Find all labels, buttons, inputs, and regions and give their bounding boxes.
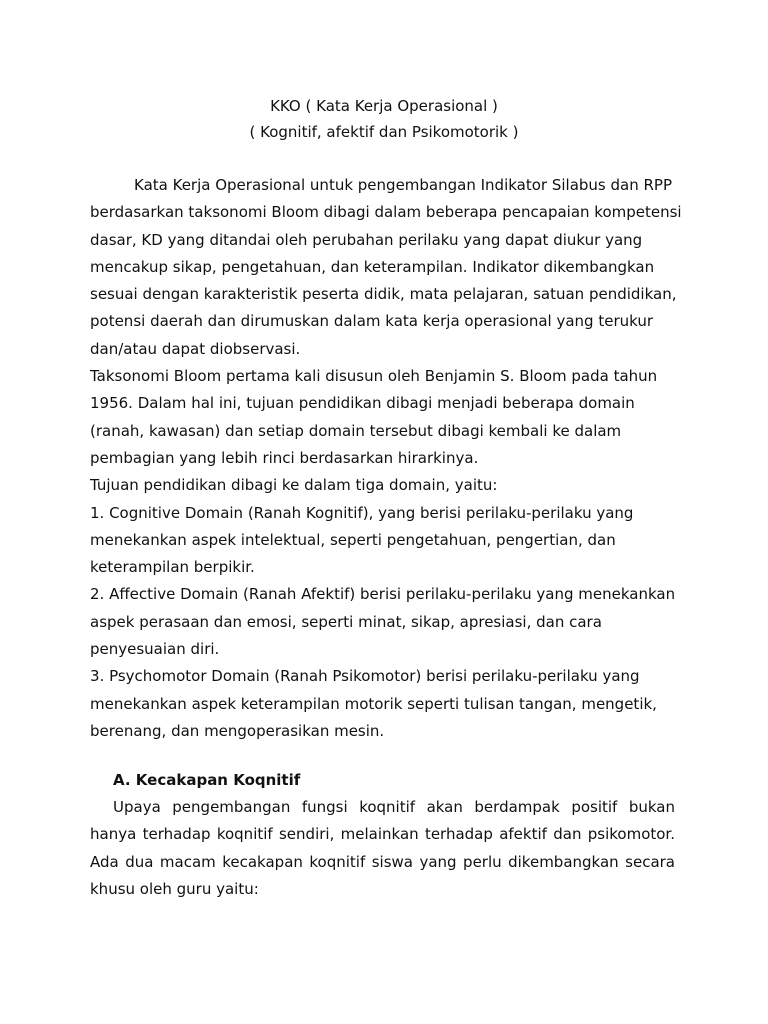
paragraph-bloom: Taksonomi Bloom pertama kali disusun oleh Benjamin S. Bloom pada tahun 1956. Dalam hal ini, tujuan pendidikan dibagi menjadi beberapa domain (ranah, kawasan) dan setiap domain tersebut dibagi kembali ke dalam pembagian yang lebih rinci berdasarkan hirarkinya. [90, 367, 658, 467]
list-item-psychomotor: 3. Psychomotor Domain (Ranah Psikomotor) berisi perilaku-perilaku yang menekankan aspek keterampilan motorik seperti tulisan tangan, mengetik, berenang, dan mengoperasikan mesin. [90, 667, 657, 740]
section-heading: A. Kecakapan Koqnitif [113, 771, 301, 789]
document-subtitle: ( Kognitif, afektif dan Psikomotorik ) [249, 123, 519, 141]
document-title: KKO ( Kata Kerja Operasional ) [270, 97, 498, 115]
paragraph-domains-intro: Tujuan pendidikan dibagi ke dalam tiga domain, yaitu: [90, 476, 498, 495]
list-item-affective: 2. Affective Domain (Ranah Afektif) berisi perilaku-perilaku yang menekankan aspek perasaan dan emosi, seperti minat, sikap, apresiasi, dan cara penyesuaian diri. [90, 585, 676, 659]
list-item-cognitive: 1. Cognitive Domain (Ranah Kognitif), yang berisi perilaku-perilaku yang menekankan aspek intelektual, seperti pengetahuan, pengertian, dan keterampilan berpikir. [90, 503, 634, 577]
document-body [90, 172, 690, 745]
section-paragraph: Upaya pengembangan fungsi koqnitif akan berdampak positif bukan hanya terhadap koqnitif sendiri, melainkan terhadap afektif dan psikomotor. Ada dua macam kecakapan koqnitif siswa yang perlu dikembangkan secara khusu oleh guru yaitu: [90, 798, 675, 898]
paragraph-intro: Kata Kerja Operasional untuk pengembangan Indikator Silabus dan RPP berdasarkan taksonomi Bloom dibagi dalam beberapa pencapaian kompetensi dasar, KD yang ditandai oleh perubahan perilaku yang dapat diukur yang mencakup sikap, pengetahuan, dan keterampilan. Indikator dikembangkan sesuai dengan karakteristik peserta didik, mata pelajaran, satuan pendidikan, potensi daerah dan dirumuskan dalam kata kerja operasional yang terukur dan/atau dapat diobservasi. [90, 176, 682, 358]
